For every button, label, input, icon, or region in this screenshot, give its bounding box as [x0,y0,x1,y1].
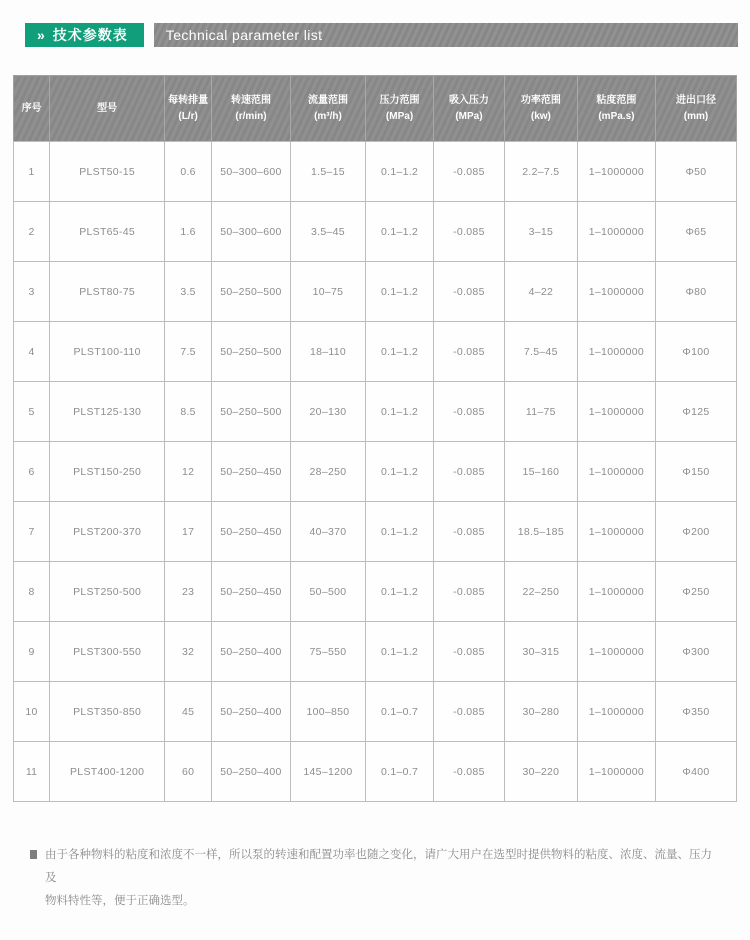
table-cell: PLST80-75 [50,262,165,322]
table-cell: 1–1000000 [577,622,655,682]
column-header-9: 粘度范围 (mPa.s) [577,76,655,142]
note-bullet-icon [30,850,37,859]
column-header-6: 压力范围 (MPa) [366,76,434,142]
table-cell: Φ400 [655,742,736,802]
table-cell: -0.085 [434,622,505,682]
table-cell: 18.5–185 [504,502,577,562]
column-header-10: 进出口径 (mm) [655,76,736,142]
section-title-cn-label: 技术参数表 [52,27,128,43]
table-cell: -0.085 [434,562,505,622]
table-cell: 1–1000000 [577,322,655,382]
table-cell: 7.5 [165,322,212,382]
table-body [14,142,737,802]
table-cell: -0.085 [434,742,505,802]
table-cell: 0.1–1.2 [366,442,434,502]
table-cell: 8.5 [165,382,212,442]
table-cell: 15–160 [504,442,577,502]
table-cell: PLST65-45 [50,202,165,262]
table-cell: 0.1–1.2 [366,502,434,562]
table-cell: -0.085 [434,202,505,262]
chevrons-icon: » [37,27,46,43]
table-cell: -0.085 [434,322,505,382]
table-cell: 0.1–1.2 [366,262,434,322]
table-cell: 9 [14,622,50,682]
table-row [14,742,737,802]
table-cell: 0.1–1.2 [366,322,434,382]
table-cell: 30–315 [504,622,577,682]
column-header-3: 每转排量 (L/r) [165,76,212,142]
table-cell: Φ250 [655,562,736,622]
table-cell: Φ200 [655,502,736,562]
table-cell: 5 [14,382,50,442]
table-cell: Φ100 [655,322,736,382]
table-cell: 0.1–1.2 [366,202,434,262]
table-cell: 50–250–450 [212,562,291,622]
table-cell: 3.5 [165,262,212,322]
table-cell: 7.5–45 [504,322,577,382]
table-cell: PLST50-15 [50,142,165,202]
column-header-2: 型号 [50,76,165,142]
table-cell: 32 [165,622,212,682]
table-cell: 1.5–15 [290,142,365,202]
table-row [14,622,737,682]
table-header-row [14,76,737,142]
column-header-8: 功率范围 (kw) [504,76,577,142]
table-cell: 1.6 [165,202,212,262]
table-cell: PLST200-370 [50,502,165,562]
table-cell: 50–300–600 [212,202,291,262]
table-cell: 0.6 [165,142,212,202]
table-cell: 12 [165,442,212,502]
table-cell: 0.1–1.2 [366,622,434,682]
table-cell: PLST300-550 [50,622,165,682]
table-cell: 18–110 [290,322,365,382]
table-cell: 0.1–1.2 [366,142,434,202]
table-cell: 1–1000000 [577,262,655,322]
table-cell: Φ300 [655,622,736,682]
footnote [30,844,722,913]
section-header [25,23,738,47]
table-cell: 3.5–45 [290,202,365,262]
table-cell: 0.1–0.7 [366,742,434,802]
table-cell: 50–250–450 [212,442,291,502]
table-cell: 50–250–400 [212,682,291,742]
table-cell: 50–250–400 [212,742,291,802]
table-cell: 1–1000000 [577,382,655,442]
table-cell: 30–220 [504,742,577,802]
table-cell: Φ80 [655,262,736,322]
table-cell: 1–1000000 [577,442,655,502]
table-cell: 3–15 [504,202,577,262]
table-cell: 1–1000000 [577,502,655,562]
table-row [14,322,737,382]
table-cell: -0.085 [434,142,505,202]
table-cell: 60 [165,742,212,802]
table-cell: Φ350 [655,682,736,742]
table-row [14,442,737,502]
table-cell: 40–370 [290,502,365,562]
footnote-line-1: 由于各种物料的粘度和浓度不一样，所以泵的转速和配置功率也随之变化，请广大用户在选型时提供物料的粘度、浓度、流量、压力及 [45,849,712,884]
table-cell: 0.1–1.2 [366,562,434,622]
table-cell: -0.085 [434,682,505,742]
table-cell: 4 [14,322,50,382]
table-cell: Φ65 [655,202,736,262]
table-row [14,262,737,322]
table-cell: PLST150-250 [50,442,165,502]
table-cell: 23 [165,562,212,622]
table-cell: 75–550 [290,622,365,682]
column-header-1: 序号 [14,76,50,142]
table-cell: 50–250–500 [212,322,291,382]
table-cell: 28–250 [290,442,365,502]
table-row [14,202,737,262]
table-cell: 11 [14,742,50,802]
table-cell: 100–850 [290,682,365,742]
table-cell: 22–250 [504,562,577,622]
table-cell: 1–1000000 [577,142,655,202]
table-cell: 50–250–500 [212,382,291,442]
table-cell: PLST250-500 [50,562,165,622]
table-row [14,502,737,562]
table-cell: 1–1000000 [577,742,655,802]
section-title-cn [25,23,144,47]
table-cell: 0.1–1.2 [366,382,434,442]
table-cell: 10–75 [290,262,365,322]
table-row [14,562,737,622]
column-header-7: 吸入压力 (MPa) [434,76,505,142]
table-cell: 30–280 [504,682,577,742]
footnote-line-2: 物料特性等，便于正确选型。 [45,895,195,907]
table-cell: 50–500 [290,562,365,622]
section-title-en [154,23,738,47]
table-row [14,142,737,202]
table-row [14,682,737,742]
table-cell: 7 [14,502,50,562]
table-cell: Φ50 [655,142,736,202]
table-cell: -0.085 [434,382,505,442]
table-cell: 0.1–0.7 [366,682,434,742]
footnote-text [45,844,722,913]
technical-parameter-table [13,75,737,802]
table-cell: 3 [14,262,50,322]
table-cell: 20–130 [290,382,365,442]
table-cell: 50–250–400 [212,622,291,682]
table-cell: Φ125 [655,382,736,442]
table-cell: 1–1000000 [577,682,655,742]
table-cell: 1–1000000 [577,202,655,262]
table-cell: PLST350-850 [50,682,165,742]
table-cell: 145–1200 [290,742,365,802]
table-cell: 11–75 [504,382,577,442]
column-header-4: 转速范围 (r/min) [212,76,291,142]
table-cell: 1–1000000 [577,562,655,622]
column-header-5: 流量范围 (m³/h) [290,76,365,142]
table-cell: PLST100-110 [50,322,165,382]
table-cell: 50–300–600 [212,142,291,202]
table-cell: PLST125-130 [50,382,165,442]
table-cell: 10 [14,682,50,742]
table-cell: 1 [14,142,50,202]
table-cell: 17 [165,502,212,562]
table-cell: Φ150 [655,442,736,502]
table-cell: -0.085 [434,502,505,562]
table-cell: -0.085 [434,262,505,322]
table-cell: 2 [14,202,50,262]
table-cell: 8 [14,562,50,622]
table-cell: 6 [14,442,50,502]
table-cell: 50–250–450 [212,502,291,562]
table-cell: 50–250–500 [212,262,291,322]
table-row [14,382,737,442]
table-cell: 45 [165,682,212,742]
section-title-en-label: Technical parameter list [165,27,323,43]
table-cell: 4–22 [504,262,577,322]
table-cell: PLST400-1200 [50,742,165,802]
table-cell: 2.2–7.5 [504,142,577,202]
table-cell: -0.085 [434,442,505,502]
table-container [13,75,737,802]
